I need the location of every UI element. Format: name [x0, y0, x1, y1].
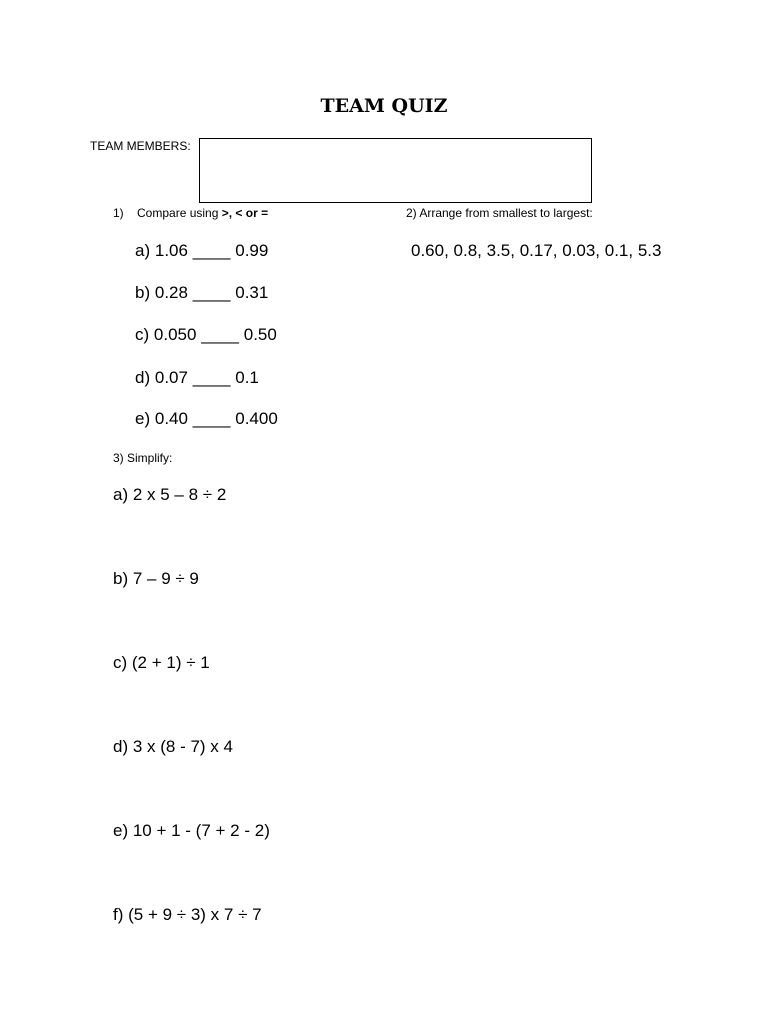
item-left-value: 0.07: [154, 368, 188, 387]
item-left-value: 0.28: [154, 283, 188, 302]
q1-item-b: [135, 283, 268, 303]
answer-blank[interactable]: ____: [192, 283, 231, 302]
item-letter: b): [135, 283, 151, 302]
q1-prefix: Compare using: [137, 206, 222, 220]
q1-item-c: [135, 325, 277, 345]
item-right-value: 0.99: [235, 241, 269, 260]
item-letter: c): [135, 325, 150, 344]
q3-item-e: e) 10 + 1 - (7 + 2 - 2): [113, 821, 270, 840]
q3-item-c: c) (2 + 1) ÷ 1: [113, 653, 210, 672]
q1-symbols: >, < or =: [221, 206, 269, 220]
q3-item-d: d) 3 x (8 - 7) x 4: [113, 737, 233, 756]
q3-item-f: f) (5 + 9 ÷ 3) x 7 ÷ 7: [113, 905, 262, 924]
q2-instruction: 2) Arrange from smallest to largest:: [406, 206, 593, 220]
item-letter: a): [135, 241, 151, 260]
q1-number: 1): [113, 206, 124, 220]
item-letter: d): [135, 368, 151, 387]
item-left-value: 1.06: [154, 241, 188, 260]
q1-item-e: [135, 409, 278, 429]
q1-item-a: [135, 241, 268, 261]
q1-instruction: [113, 206, 268, 220]
q2-numbers: 0.60, 0.8, 3.5, 0.17, 0.03, 0.1, 5.3: [411, 241, 662, 260]
item-right-value: 0.400: [235, 409, 278, 428]
answer-blank[interactable]: ____: [192, 409, 231, 428]
item-letter: e): [135, 409, 151, 428]
q3-item-a: a) 2 x 5 – 8 ÷ 2: [113, 485, 227, 504]
answer-blank[interactable]: ____: [192, 241, 231, 260]
item-right-value: 0.50: [243, 325, 277, 344]
item-right-value: 0.31: [235, 283, 269, 302]
item-left-value: 0.40: [154, 409, 188, 428]
item-right-value: 0.1: [235, 368, 259, 387]
q3-item-b: b) 7 – 9 ÷ 9: [113, 569, 199, 588]
team-members-label: TEAM MEMBERS:: [90, 139, 191, 153]
item-left-value: 0.050: [153, 325, 197, 344]
answer-blank[interactable]: ____: [201, 325, 240, 344]
team-members-box[interactable]: [199, 138, 592, 203]
q1-item-d: [135, 368, 259, 388]
page-title: TEAM QUIZ: [320, 95, 448, 117]
q3-instruction: 3) Simplify:: [113, 451, 173, 465]
answer-blank[interactable]: ____: [192, 368, 231, 387]
